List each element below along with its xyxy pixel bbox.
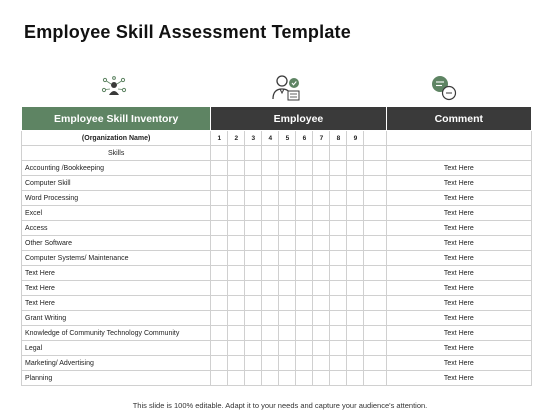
comment-cell: Text Here (386, 296, 531, 311)
employee-cell (279, 281, 296, 296)
employee-cell (364, 221, 386, 236)
employee-cell (245, 266, 262, 281)
employee-cell (245, 221, 262, 236)
employee-cell (262, 146, 279, 161)
comment-cell: Text Here (386, 326, 531, 341)
employee-header: Employee (211, 107, 386, 131)
employee-cell (262, 341, 279, 356)
comment-cell (386, 131, 531, 146)
employee-cell (228, 251, 245, 266)
employee-cell (279, 296, 296, 311)
employee-number: 8 (330, 131, 347, 146)
skill-cell: Word Processing (22, 191, 211, 206)
employee-cell (211, 236, 228, 251)
employee-number: 7 (313, 131, 330, 146)
skill-assessment-table (21, 106, 532, 386)
employee-cell (330, 281, 347, 296)
employee-cell (211, 191, 228, 206)
employee-cell (228, 191, 245, 206)
employee-cell (313, 266, 330, 281)
employee-cell (245, 251, 262, 266)
employee-cell (313, 251, 330, 266)
employee-number: 5 (279, 131, 296, 146)
skill-cell: Access (22, 221, 211, 236)
skills-label-row (22, 146, 532, 161)
table-row (22, 191, 532, 206)
employee-cell (313, 191, 330, 206)
employee-cell (330, 356, 347, 371)
table-row (22, 176, 532, 191)
employee-cell (347, 221, 364, 236)
employee-cell (313, 371, 330, 386)
employee-cell (262, 191, 279, 206)
employee-cell (279, 311, 296, 326)
employee-cell (279, 146, 296, 161)
comment-cell: Text Here (386, 236, 531, 251)
employee-number: 4 (262, 131, 279, 146)
employee-cell (211, 326, 228, 341)
employee-cell (245, 161, 262, 176)
employee-cell (245, 146, 262, 161)
employee-cell (245, 206, 262, 221)
footer-note: This slide is 100% editable. Adapt it to your needs and capture your audience's attention. (132, 401, 428, 410)
employee-cell (228, 221, 245, 236)
employee-cell (347, 281, 364, 296)
comment-cell: Text Here (386, 161, 531, 176)
employee-cell (313, 341, 330, 356)
employee-cell (211, 281, 228, 296)
employee-cell (296, 296, 313, 311)
comment-icon (430, 74, 458, 102)
employee-cell (228, 236, 245, 251)
employee-cell (296, 251, 313, 266)
employee-cell (347, 356, 364, 371)
employee-cell (211, 176, 228, 191)
employee-cell (262, 311, 279, 326)
employee-cell (228, 206, 245, 221)
employee-cell (330, 371, 347, 386)
employee-number: 6 (296, 131, 313, 146)
employee-cell (262, 236, 279, 251)
comment-cell: Text Here (386, 221, 531, 236)
employee-cell (364, 281, 386, 296)
table-row (22, 161, 532, 176)
employee-cell (211, 311, 228, 326)
employee-number: 3 (245, 131, 262, 146)
employee-cell (296, 191, 313, 206)
employee-cell (262, 281, 279, 296)
table-row (22, 341, 532, 356)
employee-cell (279, 176, 296, 191)
people-network-icon (101, 76, 127, 100)
employee-cell (245, 281, 262, 296)
employee-cell (330, 236, 347, 251)
employee-cell (330, 191, 347, 206)
comment-cell: Text Here (386, 251, 531, 266)
comment-cell: Text Here (386, 266, 531, 281)
employee-cell (279, 236, 296, 251)
skill-cell: Computer Skill (22, 176, 211, 191)
employee-cell (245, 296, 262, 311)
org-name-cell: (Organization Name) (22, 131, 211, 146)
employee-cell (347, 176, 364, 191)
employee-cell (313, 296, 330, 311)
employee-cell (296, 371, 313, 386)
table-row (22, 281, 532, 296)
comment-cell: Text Here (386, 311, 531, 326)
employee-cell (279, 371, 296, 386)
employee-cell (228, 146, 245, 161)
employee-cell (211, 296, 228, 311)
employee-cell (279, 191, 296, 206)
employee-cell (364, 356, 386, 371)
employee-cell (296, 161, 313, 176)
employee-cell (313, 206, 330, 221)
employee-cell (364, 311, 386, 326)
employee-cell (364, 236, 386, 251)
skill-cell: Other Software (22, 236, 211, 251)
employee-cell (262, 251, 279, 266)
employee-cell (347, 311, 364, 326)
employee-cell (330, 221, 347, 236)
employee-cell (245, 176, 262, 191)
employee-cell (245, 326, 262, 341)
table-row (22, 251, 532, 266)
employee-cell (330, 206, 347, 221)
employee-cell (228, 356, 245, 371)
employee-cell (228, 371, 245, 386)
skill-cell: Text Here (22, 296, 211, 311)
employee-cell (347, 191, 364, 206)
header-row (22, 107, 532, 131)
employee-cell (211, 341, 228, 356)
employee-cell (296, 221, 313, 236)
employee-cell (211, 356, 228, 371)
employee-icon (271, 72, 301, 102)
employee-cell (262, 266, 279, 281)
employee-cell (313, 326, 330, 341)
comment-cell: Text Here (386, 356, 531, 371)
employee-cell (296, 341, 313, 356)
employee-cell (211, 161, 228, 176)
table-row (22, 221, 532, 236)
skill-cell: Text Here (22, 266, 211, 281)
employee-cell (347, 146, 364, 161)
employee-cell (364, 191, 386, 206)
employee-cell (364, 206, 386, 221)
employee-cell (364, 371, 386, 386)
employee-cell (279, 161, 296, 176)
employee-cell (296, 311, 313, 326)
employee-cell (330, 326, 347, 341)
page-title: Employee Skill Assessment Template (24, 22, 351, 42)
employee-cell (228, 266, 245, 281)
employee-cell (296, 236, 313, 251)
employee-cell (313, 356, 330, 371)
employee-cell (262, 221, 279, 236)
employee-cell (245, 341, 262, 356)
employee-cell (364, 146, 386, 161)
employee-cell (279, 341, 296, 356)
employee-cell (245, 191, 262, 206)
comment-cell: Text Here (386, 176, 531, 191)
employee-cell (279, 221, 296, 236)
skill-cell: Grant Writing (22, 311, 211, 326)
employee-cell (330, 146, 347, 161)
table-row (22, 371, 532, 386)
employee-cell (364, 326, 386, 341)
employee-cell (313, 311, 330, 326)
employee-cell (262, 371, 279, 386)
skill-cell: Legal (22, 341, 211, 356)
comment-cell: Text Here (386, 371, 531, 386)
comment-header: Comment (386, 107, 531, 131)
employee-cell (330, 296, 347, 311)
skills-label: Skills (22, 146, 211, 161)
employee-cell (330, 176, 347, 191)
employee-cell (279, 356, 296, 371)
employee-cell (364, 161, 386, 176)
employee-cell (262, 326, 279, 341)
employee-cell (296, 206, 313, 221)
employee-cell (245, 311, 262, 326)
employee-cell (313, 146, 330, 161)
employee-cell (228, 161, 245, 176)
employee-cell (211, 206, 228, 221)
skill-cell: Computer Systems/ Maintenance (22, 251, 211, 266)
employee-cell (313, 176, 330, 191)
employee-cell (330, 161, 347, 176)
employee-cell (347, 371, 364, 386)
employee-cell (364, 131, 386, 146)
employee-cell (330, 341, 347, 356)
table-row (22, 356, 532, 371)
employee-cell (211, 266, 228, 281)
inventory-header: Employee Skill Inventory (22, 107, 211, 131)
employee-cell (228, 176, 245, 191)
employee-cell (347, 206, 364, 221)
employee-cell (245, 356, 262, 371)
employee-cell (364, 341, 386, 356)
table-row (22, 236, 532, 251)
employee-cell (262, 296, 279, 311)
comment-cell: Text Here (386, 341, 531, 356)
table-row (22, 311, 532, 326)
employee-cell (262, 206, 279, 221)
employee-cell (364, 251, 386, 266)
comment-cell: Text Here (386, 206, 531, 221)
employee-cell (313, 236, 330, 251)
table-row (22, 296, 532, 311)
employee-cell (330, 311, 347, 326)
table-row (22, 326, 532, 341)
employee-cell (364, 266, 386, 281)
employee-cell (211, 146, 228, 161)
employee-cell (313, 161, 330, 176)
skill-cell: Text Here (22, 281, 211, 296)
employee-cell (245, 236, 262, 251)
employee-cell (211, 251, 228, 266)
employee-cell (347, 326, 364, 341)
employee-cell (347, 266, 364, 281)
table-row (22, 266, 532, 281)
employee-number: 2 (228, 131, 245, 146)
employee-cell (364, 176, 386, 191)
comment-cell: Text Here (386, 191, 531, 206)
employee-cell (296, 146, 313, 161)
employee-cell (228, 326, 245, 341)
employee-cell (279, 251, 296, 266)
comment-cell: Text Here (386, 281, 531, 296)
org-row (22, 131, 532, 146)
employee-cell (347, 296, 364, 311)
employee-cell (364, 296, 386, 311)
employee-cell (211, 371, 228, 386)
employee-cell (296, 356, 313, 371)
employee-cell (279, 206, 296, 221)
employee-cell (313, 281, 330, 296)
employee-cell (211, 221, 228, 236)
employee-cell (330, 251, 347, 266)
skill-cell: Marketing/ Advertising (22, 356, 211, 371)
employee-cell (279, 326, 296, 341)
employee-cell (296, 326, 313, 341)
employee-cell (228, 341, 245, 356)
employee-cell (296, 266, 313, 281)
skill-cell: Knowledge of Community Technology Community (22, 326, 211, 341)
table-row (22, 206, 532, 221)
skill-cell: Excel (22, 206, 211, 221)
employee-cell (228, 281, 245, 296)
employee-number: 9 (347, 131, 364, 146)
employee-cell (296, 176, 313, 191)
employee-cell (313, 221, 330, 236)
employee-cell (245, 371, 262, 386)
employee-cell (228, 311, 245, 326)
employee-cell (262, 176, 279, 191)
employee-cell (347, 236, 364, 251)
skill-cell: Planning (22, 371, 211, 386)
employee-cell (347, 251, 364, 266)
employee-cell (262, 356, 279, 371)
employee-cell (296, 281, 313, 296)
comment-cell (386, 146, 531, 161)
employee-cell (228, 296, 245, 311)
employee-cell (347, 341, 364, 356)
employee-cell (330, 266, 347, 281)
skill-cell: Accounting /Bookkeeping (22, 161, 211, 176)
employee-cell (262, 161, 279, 176)
employee-cell (347, 161, 364, 176)
employee-number: 1 (211, 131, 228, 146)
employee-cell (279, 266, 296, 281)
